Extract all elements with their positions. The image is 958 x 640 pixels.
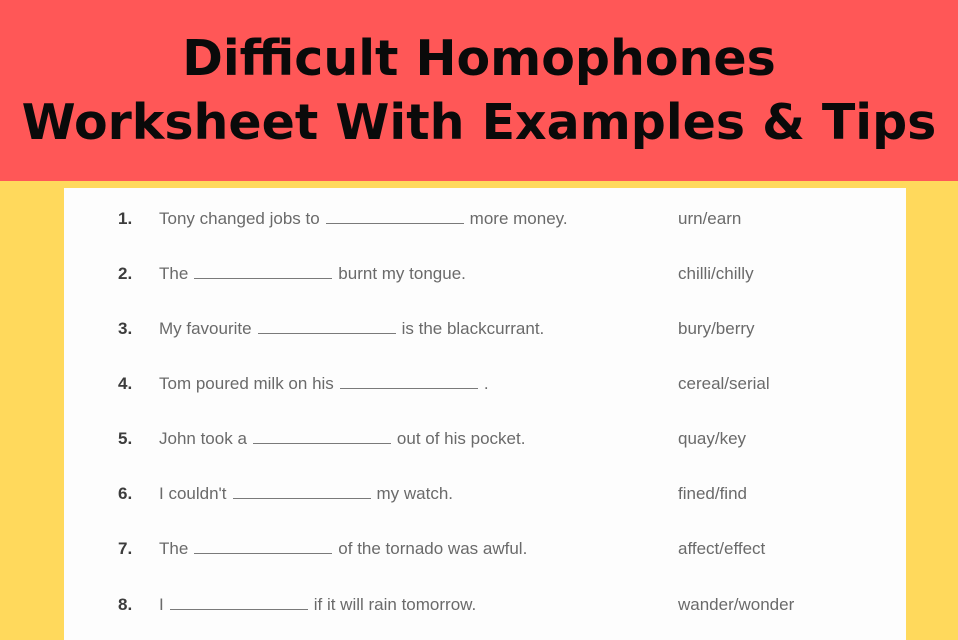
item-number: 5.	[118, 429, 133, 448]
homophone-options: wander/wonder	[678, 595, 795, 614]
answer-blank[interactable]	[340, 374, 478, 389]
worksheet-item	[64, 369, 906, 399]
worksheet-item	[64, 424, 906, 454]
homophone-options: fined/find	[678, 484, 747, 503]
item-number: 4.	[118, 374, 133, 393]
title-banner	[0, 0, 958, 181]
answer-blank[interactable]	[233, 484, 371, 499]
item-number: 3.	[118, 319, 133, 338]
homophone-options: affect/effect	[678, 539, 766, 558]
sentence-start: I	[159, 595, 164, 614]
sentence-end: my watch.	[376, 484, 454, 503]
sentence-end: of the tornado was awful.	[338, 539, 528, 558]
worksheet-item	[64, 204, 906, 234]
homophone-options: cereal/serial	[678, 374, 770, 393]
page-title-line-2: Worksheet With Examples & Tips	[21, 93, 937, 151]
homophone-options: urn/earn	[678, 209, 742, 228]
sentence-end: burnt my tongue.	[338, 264, 466, 283]
sentence-end: out of his pocket.	[396, 429, 526, 448]
item-number: 1.	[118, 209, 133, 228]
worksheet-item	[64, 479, 906, 509]
item-number: 2.	[118, 264, 133, 283]
worksheet-item	[64, 259, 906, 289]
item-sentence	[159, 595, 476, 615]
item-number: 8.	[118, 595, 133, 614]
sentence-start: The	[159, 264, 189, 283]
sentence-start: Tony changed jobs to	[159, 209, 320, 228]
homophone-options: bury/berry	[678, 319, 755, 338]
sentence-end: .	[483, 374, 489, 393]
worksheet-item	[64, 534, 906, 564]
item-sentence	[159, 319, 544, 339]
sentence-start: John took a	[159, 429, 247, 448]
item-number: 7.	[118, 539, 133, 558]
page-title-line-1: Difficult Homophones	[182, 29, 776, 87]
sentence-start: My favourite	[159, 319, 252, 338]
item-sentence	[159, 374, 489, 394]
item-sentence	[159, 539, 527, 559]
answer-blank[interactable]	[170, 595, 308, 610]
item-sentence	[159, 429, 525, 449]
item-number: 6.	[118, 484, 133, 503]
worksheet-item	[64, 314, 906, 344]
sentence-start: Tom poured milk on his	[159, 374, 334, 393]
sentence-end: is the blackcurrant.	[401, 319, 545, 338]
item-sentence	[159, 484, 453, 504]
worksheet-item	[64, 590, 906, 620]
sentence-end: more money.	[469, 209, 568, 228]
sentence-start: The	[159, 539, 189, 558]
item-sentence	[159, 264, 466, 284]
answer-blank[interactable]	[258, 319, 396, 334]
answer-blank[interactable]	[253, 429, 391, 444]
answer-blank[interactable]	[194, 539, 332, 554]
worksheet	[64, 188, 906, 640]
answer-blank[interactable]	[194, 264, 332, 279]
item-sentence	[159, 209, 568, 229]
sentence-start: I couldn't	[159, 484, 227, 503]
sentence-end: if it will rain tomorrow.	[313, 595, 477, 614]
homophone-options: chilli/chilly	[678, 264, 754, 283]
homophone-options: quay/key	[678, 429, 747, 448]
answer-blank[interactable]	[326, 209, 464, 224]
